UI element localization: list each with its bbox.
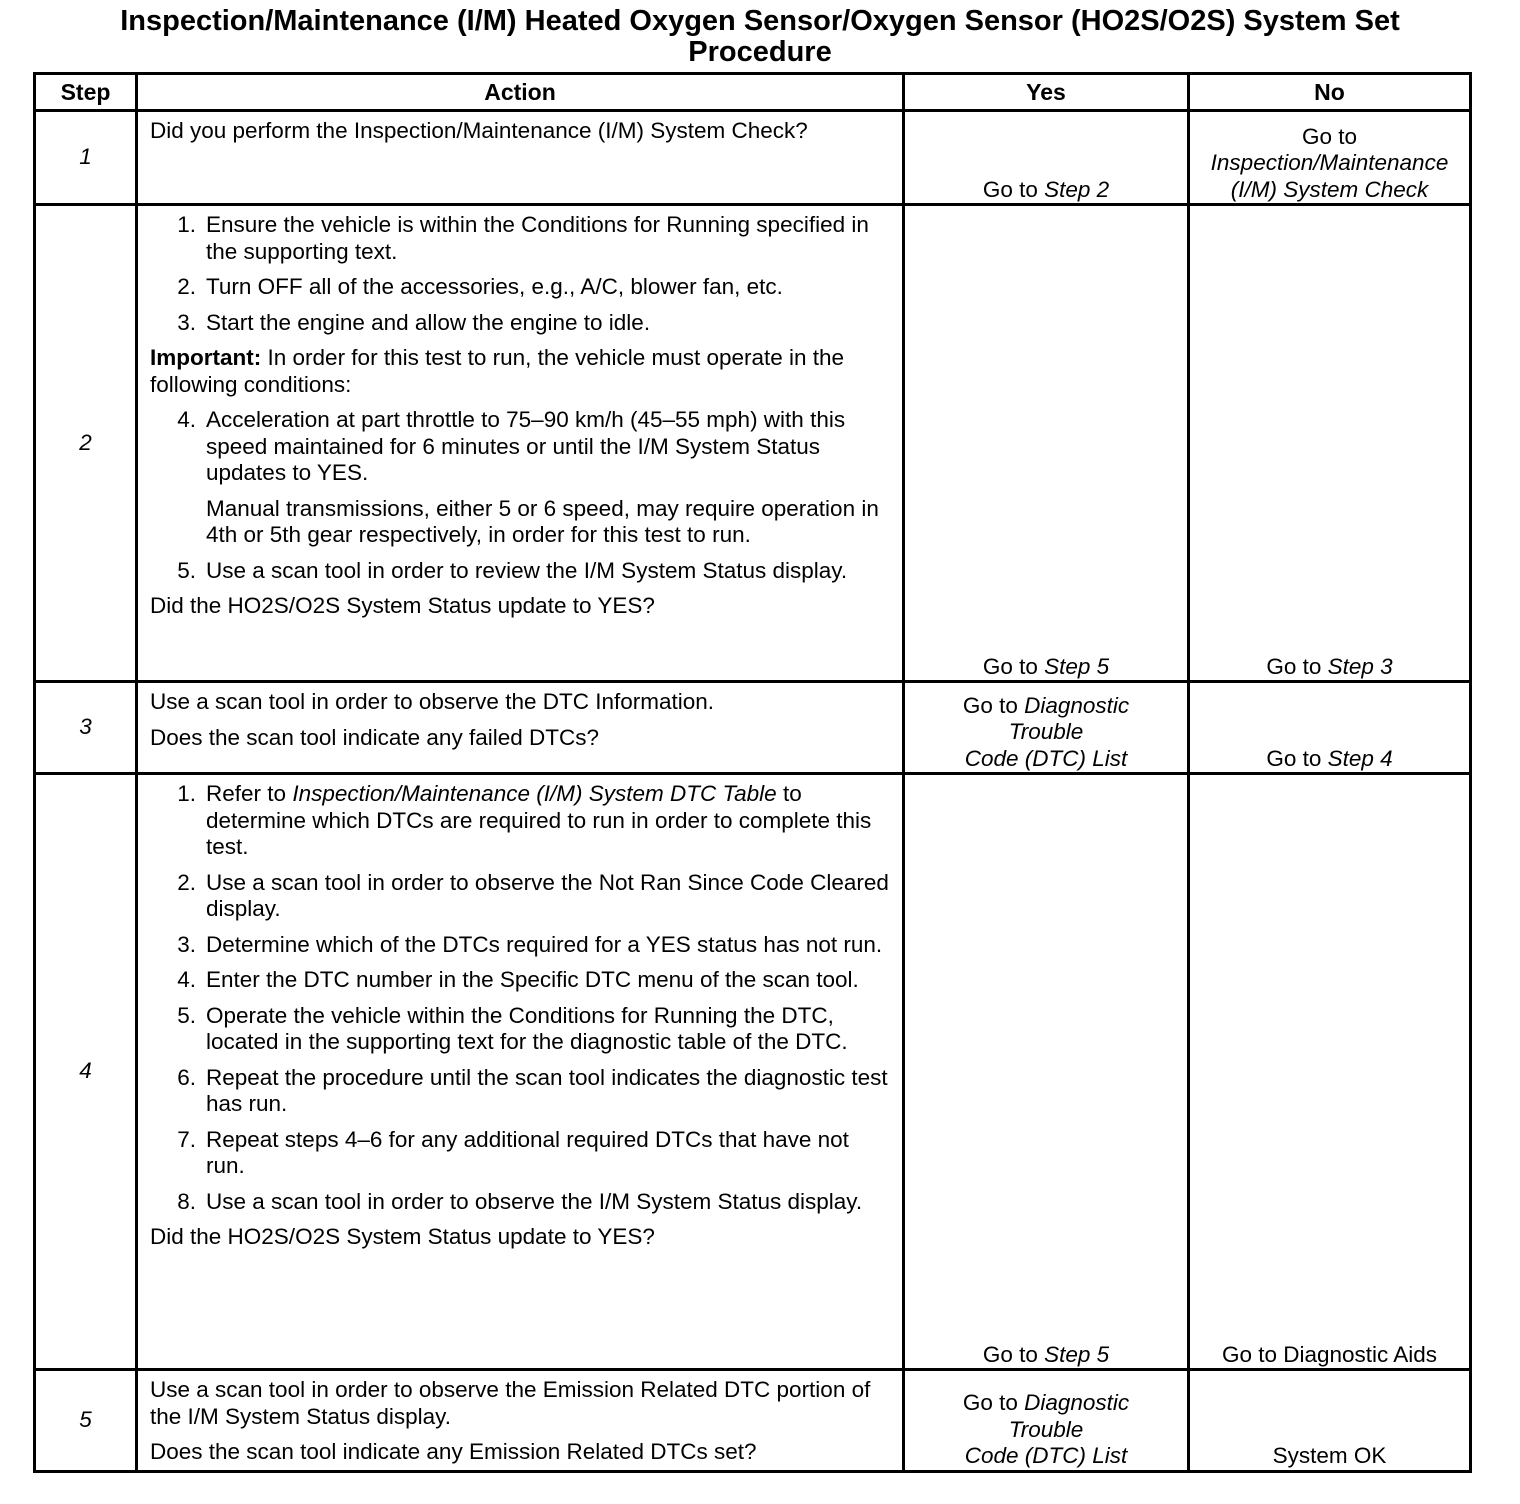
yes-prefix: Go to (982, 1341, 1038, 1367)
list-item: 4. Acceleration at part throttle to 75–90 km/h (45–55 mph) with this speed maintained for 6 minutes or until the I/M System Status updates to YES. (177, 407, 846, 485)
list-item: 2. Turn OFF all of the accessories, e.g., A/C, blower fan, etc. (177, 274, 783, 299)
action-cell (137, 682, 904, 774)
list-item: 5. Operate the vehicle within the Conditions for Running the DTC, located in the supporting text for the diagnostic table of the DTC. (177, 1002, 848, 1054)
list-item: 1. Ensure the vehicle is within the Conditions for Running specified in the supporting text. (177, 212, 869, 264)
no-cell[interactable] (1189, 205, 1471, 682)
yes-cell[interactable] (904, 1370, 1189, 1472)
action-cell (137, 774, 904, 1370)
yes-link[interactable]: Step 5 (1044, 653, 1110, 679)
header-action: Action (137, 74, 904, 111)
no-link-line-2[interactable]: (I/M) System Check (1230, 176, 1429, 202)
no-cell[interactable] (1189, 774, 1471, 1370)
yes-prefix: Go to (982, 176, 1038, 202)
yes-link-line-3[interactable]: Code (DTC) List (964, 745, 1128, 771)
yes-link[interactable]: Step 2 (1044, 176, 1110, 202)
list-item: 3. Start the engine and allow the engine to idle. (177, 309, 651, 335)
table-row-step-1 (35, 111, 1471, 205)
action-cell (137, 111, 904, 205)
no-prefix: Go to (1266, 745, 1322, 771)
no-cell (1189, 1370, 1471, 1472)
header-yes: Yes (904, 74, 1189, 111)
header-row (35, 74, 1471, 111)
yes-link-line-3[interactable]: Code (DTC) List (964, 1443, 1128, 1468)
no-prefix: Go to (1266, 653, 1322, 679)
yes-prefix: Go to (962, 1390, 1018, 1415)
list-item: 4. Enter the DTC number in the Specific DTC menu of the scan tool. (177, 967, 859, 992)
title-line-1: Inspection/Maintenance (I/M) Heated Oxygen Sensor/Oxygen Sensor (HO2S/O2S) System Set (120, 5, 1400, 37)
table-row-step-5 (35, 1370, 1471, 1472)
substep-list (150, 407, 892, 487)
no-prefix: Go to (1301, 123, 1358, 149)
list-item: 3. Determine which of the DTCs required for a YES status has not run. (177, 931, 883, 957)
substep-list (150, 212, 892, 336)
yes-prefix: Go to (962, 692, 1018, 718)
dtc-table-link[interactable]: Inspection/Maintenance (I/M) System DTC Table (292, 781, 777, 806)
yes-cell[interactable] (904, 774, 1189, 1370)
step-number: 2 (35, 205, 137, 682)
header-no: No (1189, 74, 1471, 111)
list-item: 6. Repeat the procedure until the scan tool indicates the diagnostic test has run. (177, 1064, 888, 1116)
question: Does the scan tool indicate any failed DTCs? (150, 724, 599, 750)
system-ok-text: System OK (1272, 1443, 1387, 1468)
no-link-line-1[interactable]: Inspection/Maintenance (1210, 150, 1449, 175)
step-number: 1 (35, 111, 137, 205)
instruction: Use a scan tool in order to observe the Emission Related DTC portion of the I/M System Status display. (150, 1377, 871, 1429)
yes-cell[interactable] (904, 205, 1189, 682)
step-number: 3 (35, 682, 137, 774)
yes-link[interactable]: Step 5 (1044, 1341, 1110, 1367)
list-item: 1. Refer to Inspection/Maintenance (I/M) System DTC Table to determine which DTCs are required to run in order to complete this test. (177, 781, 872, 859)
no-link[interactable]: Go to Diagnostic Aids (1221, 1341, 1438, 1367)
question: Does the scan tool indicate any Emission Related DTCs set? (150, 1439, 757, 1464)
page-title (40, 6, 1480, 68)
table-row-step-2 (35, 205, 1471, 682)
no-link[interactable]: Step 3 (1327, 653, 1393, 679)
step-number: 5 (35, 1370, 137, 1472)
list-item: 7. Repeat steps 4–6 for any additional required DTCs that have not run. (177, 1126, 849, 1178)
instruction: Use a scan tool in order to observe the DTC Information. (150, 689, 715, 714)
substep-list (150, 558, 892, 585)
important-label: Important: (150, 345, 262, 370)
title-line-2: Procedure (688, 36, 832, 68)
substep-list (150, 781, 892, 1215)
table-row-step-3 (35, 682, 1471, 774)
no-link[interactable]: Step 4 (1327, 745, 1393, 771)
yes-link-line-1[interactable]: Diagnostic (1024, 692, 1130, 718)
important-note: Important: In order for this test to run, the vehicle must operate in the following conditions: (150, 345, 845, 397)
transmission-note: Manual transmissions, either 5 or 6 speed, may require operation in 4th or 5th gear respectively, in order for this test to run. (206, 495, 879, 547)
yes-link-line-2[interactable]: Trouble (1008, 1416, 1084, 1442)
action-cell (137, 205, 904, 682)
question: Did the HO2S/O2S System Status update to YES? (150, 1224, 655, 1249)
yes-link-line-1[interactable]: Diagnostic (1024, 1390, 1130, 1415)
yes-prefix: Go to (982, 653, 1038, 679)
table-row-step-4 (35, 774, 1471, 1370)
question: Did you perform the Inspection/Maintenance (I/M) System Check? (150, 118, 808, 143)
yes-cell[interactable] (904, 682, 1189, 774)
list-item: 5. Use a scan tool in order to review the I/M System Status display. (177, 557, 848, 583)
yes-cell[interactable] (904, 111, 1189, 205)
header-step: Step (35, 74, 137, 111)
list-item: 8. Use a scan tool in order to observe the I/M System Status display. (177, 1188, 863, 1214)
procedure-table (33, 72, 1472, 1473)
question: Did the HO2S/O2S System Status update to YES? (150, 593, 655, 618)
list-item: 2. Use a scan tool in order to observe the Not Ran Since Code Cleared display. (177, 869, 889, 921)
yes-link-line-2[interactable]: Trouble (1008, 719, 1084, 744)
no-cell[interactable] (1189, 111, 1471, 205)
no-cell[interactable] (1189, 682, 1471, 774)
action-cell (137, 1370, 904, 1472)
step-number: 4 (35, 774, 137, 1370)
